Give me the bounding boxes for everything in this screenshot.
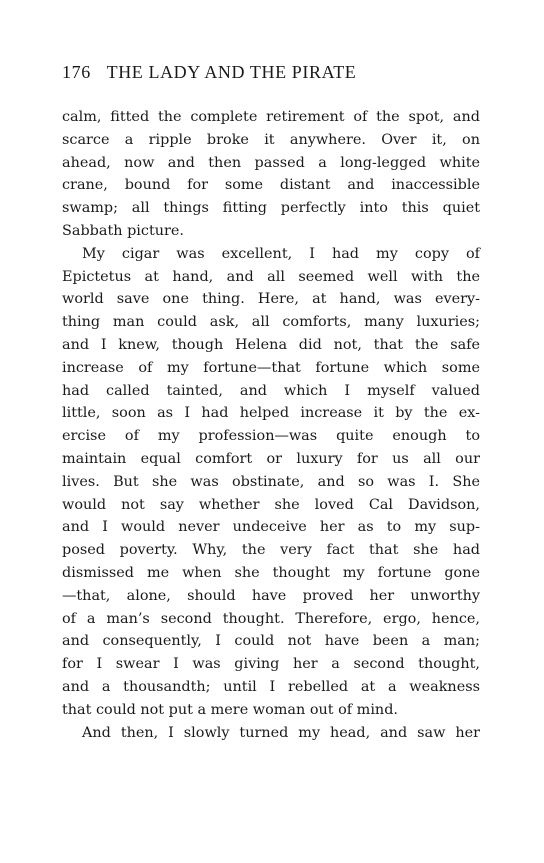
text-line: ahead, now and then passed a long-legged white: [62, 154, 480, 171]
text-line: swamp; all things fitting perfectly into this quiet: [62, 200, 480, 217]
text-line: My cigar was excellent, I had my copy of: [82, 245, 480, 262]
text-line: would not say whether she loved Cal Davidson,: [62, 496, 480, 513]
text-line: calm, fitted the complete retirement of the spot, and: [62, 109, 480, 125]
running-title: THE LADY AND THE PIRATE: [106, 62, 357, 82]
text-line: —that, alone, should have proved her unworthy: [62, 587, 480, 604]
text-line: posed poverty. Why, the very fact that she had: [62, 542, 480, 559]
text-line: Sabbath picture.: [62, 222, 184, 239]
text-line: ercise of my profession—was quite enough to: [62, 428, 480, 445]
text-line: and consequently, I could not have been a man;: [62, 633, 480, 650]
page-number: 176: [62, 62, 91, 82]
text-line: dismissed me when she thought my fortune gone: [62, 564, 480, 581]
text-line: increase of my fortune—that fortune which some: [62, 359, 480, 376]
text-line: of a man’s second thought. Therefore, ergo, hence,: [62, 610, 480, 627]
text-line: had called tainted, and which I myself valued: [62, 382, 480, 399]
text-line: world save one thing. Here, at hand, was every-: [62, 291, 480, 308]
text-line: for I swear I was giving her a second thought,: [62, 656, 480, 673]
text-line: Epictetus at hand, and all seemed well with the: [62, 268, 480, 285]
text-line: and a thousandth; until I rebelled at a weakness: [62, 678, 480, 695]
text-line: that could not put a mere woman out of mind.: [62, 701, 398, 718]
text-line: thing man could ask, all comforts, many luxuries;: [62, 314, 480, 331]
text-line: and I knew, though Helena did not, that the safe: [62, 336, 480, 353]
text-line: maintain equal comfort or luxury for us all our: [62, 450, 480, 467]
running-head: [62, 62, 482, 83]
body-text: [62, 106, 480, 744]
text-line: scarce a ripple broke it anywhere. Over it, on: [62, 131, 480, 148]
text-line: crane, bound for some distant and inaccessible: [62, 177, 480, 194]
text-line: little, soon as I had helped increase it by the ex-: [62, 405, 480, 422]
text-line: and I would never undeceive her as to my sup-: [62, 519, 480, 536]
text-line: lives. But she was obstinate, and so was I. She: [62, 473, 480, 490]
text-line: And then, I slowly turned my head, and saw her: [82, 724, 480, 741]
